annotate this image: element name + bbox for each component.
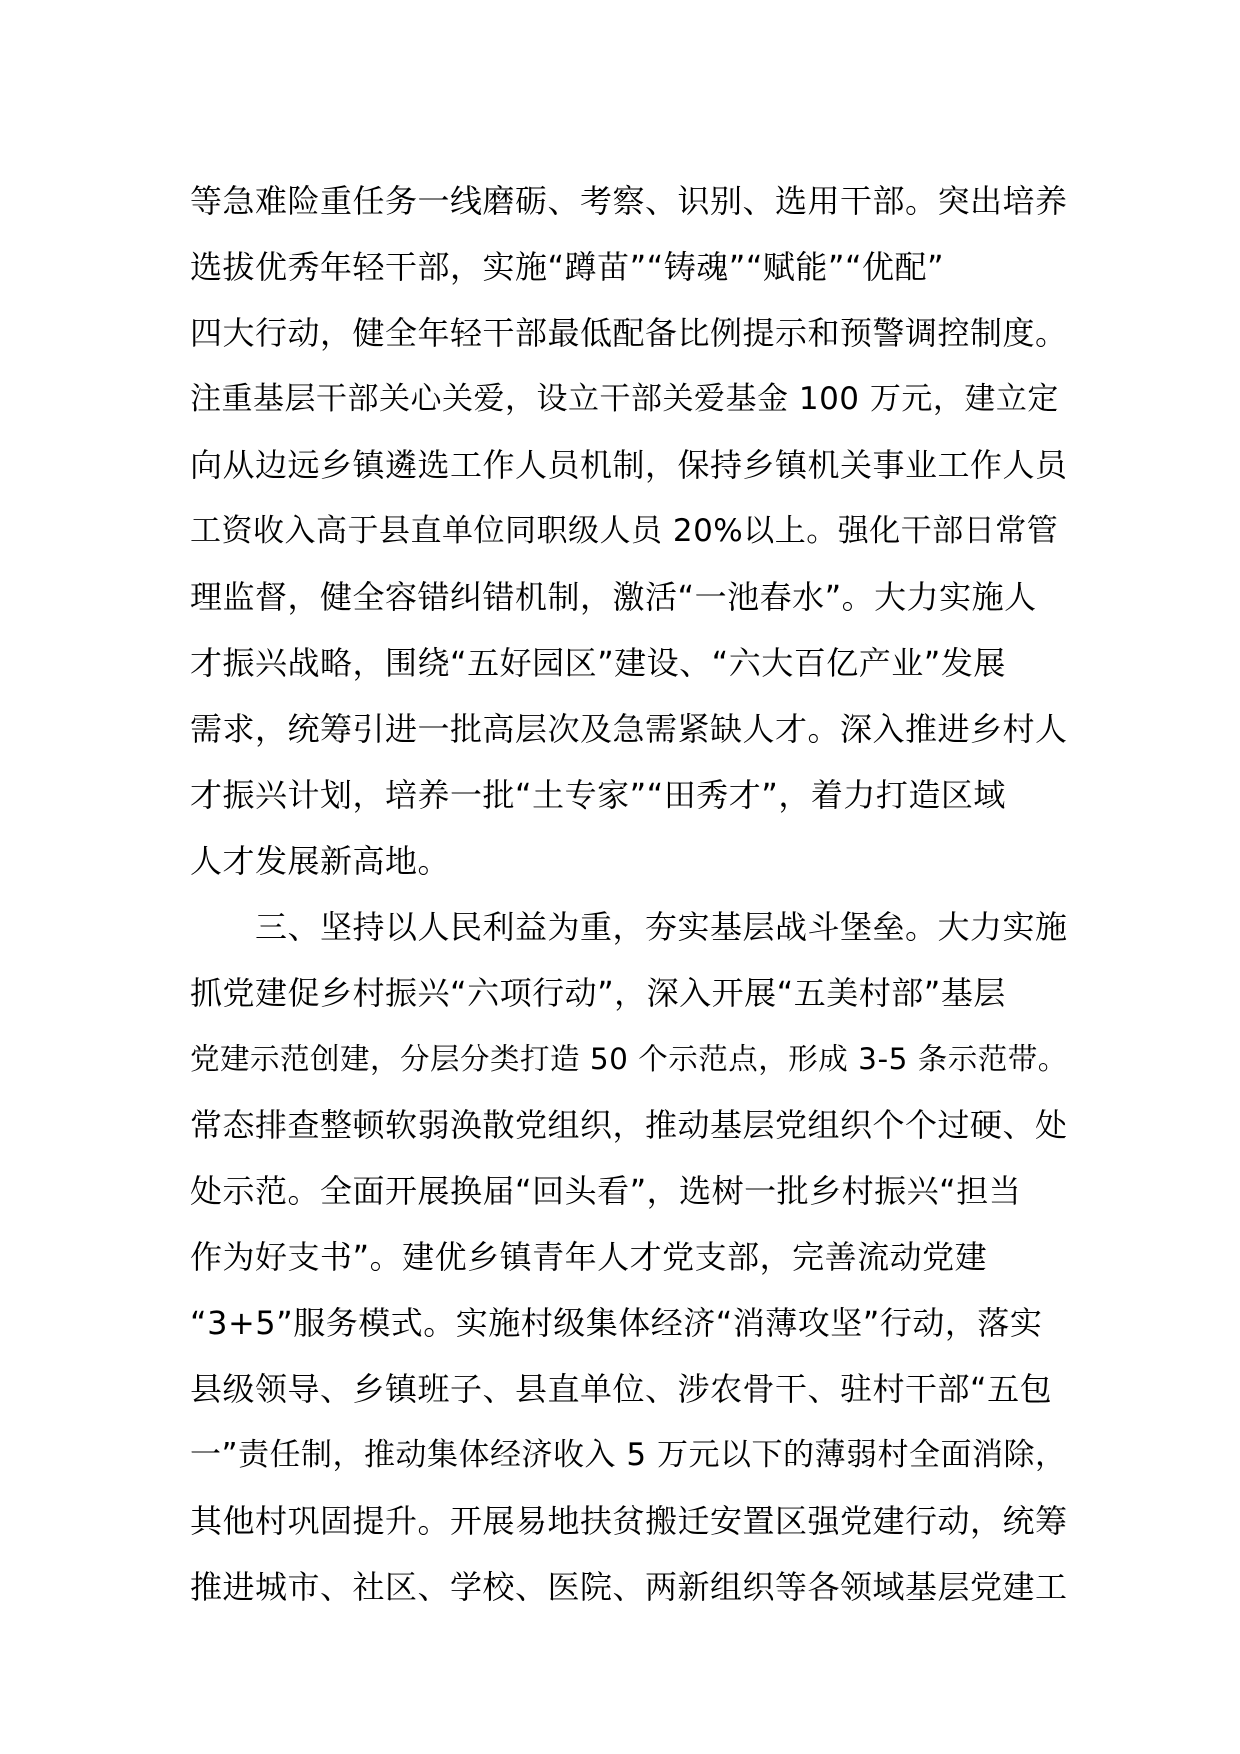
text-line: 人才发展新高地。 [190,842,451,880]
text-line: 才振兴战略，围绕“五好园区”建设、“六大百亿产业”发展 [190,644,1006,682]
text-line: 作为好支书”。建优乡镇青年人才党支部，完善流动党建 [190,1238,988,1276]
text-line: 注重基层干部关心关爱，设立干部关爱基金 100 万元，建立定 [190,381,1059,417]
section-heading-line: 三、坚持以人民利益为重，夯实基层战斗堡垒。大力实施 [190,908,1068,946]
text-line: 常态排查整顿软弱涣散党组织，推动基层党组织个个过硬、处 [190,1106,1068,1144]
text-line: 四大行动，健全年轻干部最低配备比例提示和预警调控制度。 [190,314,1068,352]
text-line: 县级领导、乡镇班子、县直单位、涉农骨干、驻村干部“五包 [190,1370,1053,1408]
text-line: 选拔优秀年轻干部，实施“蹲苗”“铸魂”“赋能”“优配” [190,248,945,286]
text-line: 处示范。全面开展换届“回头看”，选树一批乡村振兴“担当 [190,1172,1022,1210]
text-line: 理监督，健全容错纠错机制，激活“一池春水”。大力实施人 [190,578,1037,616]
text-line: 抓党建促乡村振兴“六项行动”，深入开展“五美村部”基层 [190,974,1006,1012]
text-line: 一”责任制，推动集体经济收入 5 万元以下的薄弱村全面消除， [190,1437,1067,1473]
text-line: 等急难险重任务一线磨砺、考察、识别、选用干部。突出培养 [190,182,1068,220]
text-line: 其他村巩固提升。开展易地扶贫搬迁安置区强党建行动，统筹 [190,1502,1068,1540]
text-line: 需求，统筹引进一批高层次及急需紧缺人才。深入推进乡村人 [190,710,1068,748]
text-line: 向从边远乡镇遴选工作人员机制，保持乡镇机关事业工作人员 [190,446,1068,484]
text-line: 推进城市、社区、学校、医院、两新组织等各领域基层党建工 [190,1568,1068,1606]
text-line: 才振兴计划，培养一批“土专家”“田秀才”，着力打造区域 [190,776,1006,814]
text-line: 工资收入高于县直单位同职级人员 20%以上。强化干部日常管 [190,513,1059,549]
body-text [190,168,1070,1620]
text-line: “3+5”服务模式。实施村级集体经济“消薄攻坚”行动，落实 [190,1304,1043,1342]
text-line: 党建示范创建，分层分类打造 50 个示范点，形成 3-5 条示范带。 [190,1042,1068,1076]
